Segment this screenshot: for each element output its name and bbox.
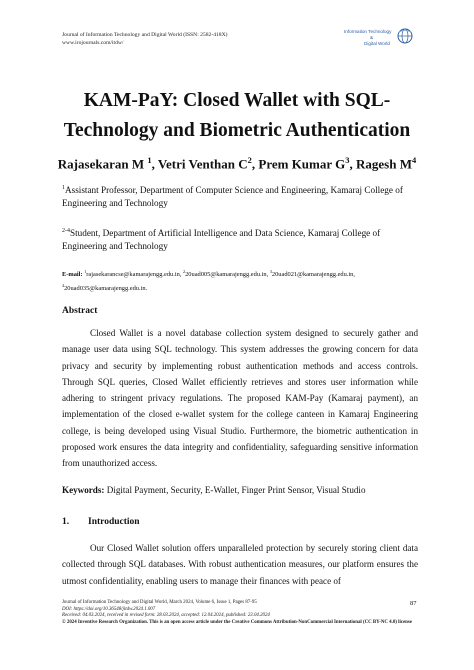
footer-license: [62, 620, 422, 627]
author-sup: 2: [247, 155, 252, 165]
abstract-heading: Abstract: [62, 306, 98, 316]
email-address[interactable]: 20uad035@kamarajengg.edu.in.: [64, 285, 148, 293]
abstract-text: Closed Wallet is a novel database collection system designed to securely gather and manage user data using SQL technology. This system addresses the growing concern for data privacy and security by implementing robust authentication methods and access controls. Through SQL queries, Closed Wallet efficiently retrieves and stores user information while adhering to stringent privacy regulations. The proposed KAM-Pay (Kamaraj payment), an implementation of the closed e-wallet system for the college canteen in Kamaraj Engineering college, is being developed using Visual Studio. Furthermore, the biometric authentication in proposed work ensures the data integrity and confidentiality, safeguarding sensitive information from unauthorized access.: [62, 328, 418, 469]
introduction-text: Our Closed Wallet solution offers unparalleled protection by securely storing client data collected through SQL databases. With robust authentication measures, our platform ensures the utmost confidentiality, enabling users to manage their finances with peace of: [62, 543, 418, 586]
email-sup: 4: [62, 283, 65, 289]
author-name: Prem Kumar G: [258, 156, 346, 172]
author-sup: 3: [345, 155, 350, 165]
email-address[interactable]: rajasekarancse@kamarajengg.edu.in,: [86, 271, 182, 279]
author-name: Ragesh M: [356, 156, 412, 172]
footer-doi-text[interactable]: DOI: https://doi.org/10.36548/jitdw.2024.1.007: [62, 606, 156, 612]
affiliation-sup: 1: [62, 185, 65, 191]
email-sup: 2: [183, 269, 186, 274]
journal-url[interactable]: www.irojournals.com/itdw/: [62, 40, 124, 46]
section-title: Introduction: [88, 517, 140, 527]
email-sup: 3: [269, 269, 272, 274]
paper-title: [40, 86, 434, 146]
email-sup: 1: [84, 269, 87, 274]
page-number: 87: [410, 600, 417, 607]
affiliation-1: [62, 182, 422, 210]
affiliation-text: Assistant Professor, Department of Computer Science and Engineering, Kamaraj College of Engineering and Technology: [62, 185, 403, 209]
affiliation-text: Student, Department of Artificial Intelligence and Data Science, Kamaraj College of Engineering and Technology: [62, 228, 381, 252]
email-address[interactable]: 20uad005@kamarajengg.edu.in,: [185, 271, 269, 279]
email-block: [62, 266, 422, 294]
globe-icon: [396, 27, 414, 45]
keywords-text: Digital Payment, Security, E-Wallet, Finger Print Sensor, Visual Studio: [106, 485, 366, 495]
author-sup: 1: [147, 155, 152, 165]
section-number: 1.: [62, 517, 70, 527]
journal-logo: [340, 24, 416, 52]
title-line-1: KAM-PaY: Closed Wallet with SQL-: [83, 90, 391, 111]
footer-received-text: Received: 04.03.2024, received in revised form: 28.03.2024, accepted: 12.04.2024, published: 23.04.2024: [62, 613, 270, 618]
author-name: Vetri Venthan C: [157, 156, 248, 172]
author-sup: 4: [411, 155, 417, 165]
logo-line2: &: [370, 35, 374, 40]
email-label: E-mail:: [62, 271, 83, 279]
author-list: Rajasekaran M $^1$, Vetri Venthan $C^2$, Prem Kumar $G^3$, Ragesh $M^4$: [57, 155, 417, 172]
keywords-label: Keywords:: [62, 485, 105, 495]
footer-citation: Journal of Information Technology and Digital World, March 2024, Volume 6, Issue 1, Pages 87-95: [62, 600, 257, 605]
keywords: [62, 485, 418, 495]
footer-license-text: © 2024 Inventive Research Organization. This is an open access article under the Creative Commons Attribution-NonCommercial International (CC BY-NC 4.0) license: [62, 619, 412, 625]
author-name: Rajasekaran M: [57, 156, 145, 172]
page-footer: [62, 600, 422, 626]
logo-line1: Information Technology: [344, 29, 392, 34]
section-heading-introduction: [62, 517, 140, 527]
logo-line3: Digital World: [364, 41, 390, 46]
affiliation-sup: 2-4: [62, 228, 70, 234]
running-header: [62, 31, 228, 47]
email-address[interactable]: 20uad021@kamarajengg.edu.in,: [271, 271, 355, 279]
affiliation-2: [62, 225, 422, 253]
journal-line: Journal of Information Technology and Digital World (ISSN: 2582-418X): [62, 32, 228, 38]
title-line-2: Technology and Biometric Authentication: [63, 120, 411, 141]
